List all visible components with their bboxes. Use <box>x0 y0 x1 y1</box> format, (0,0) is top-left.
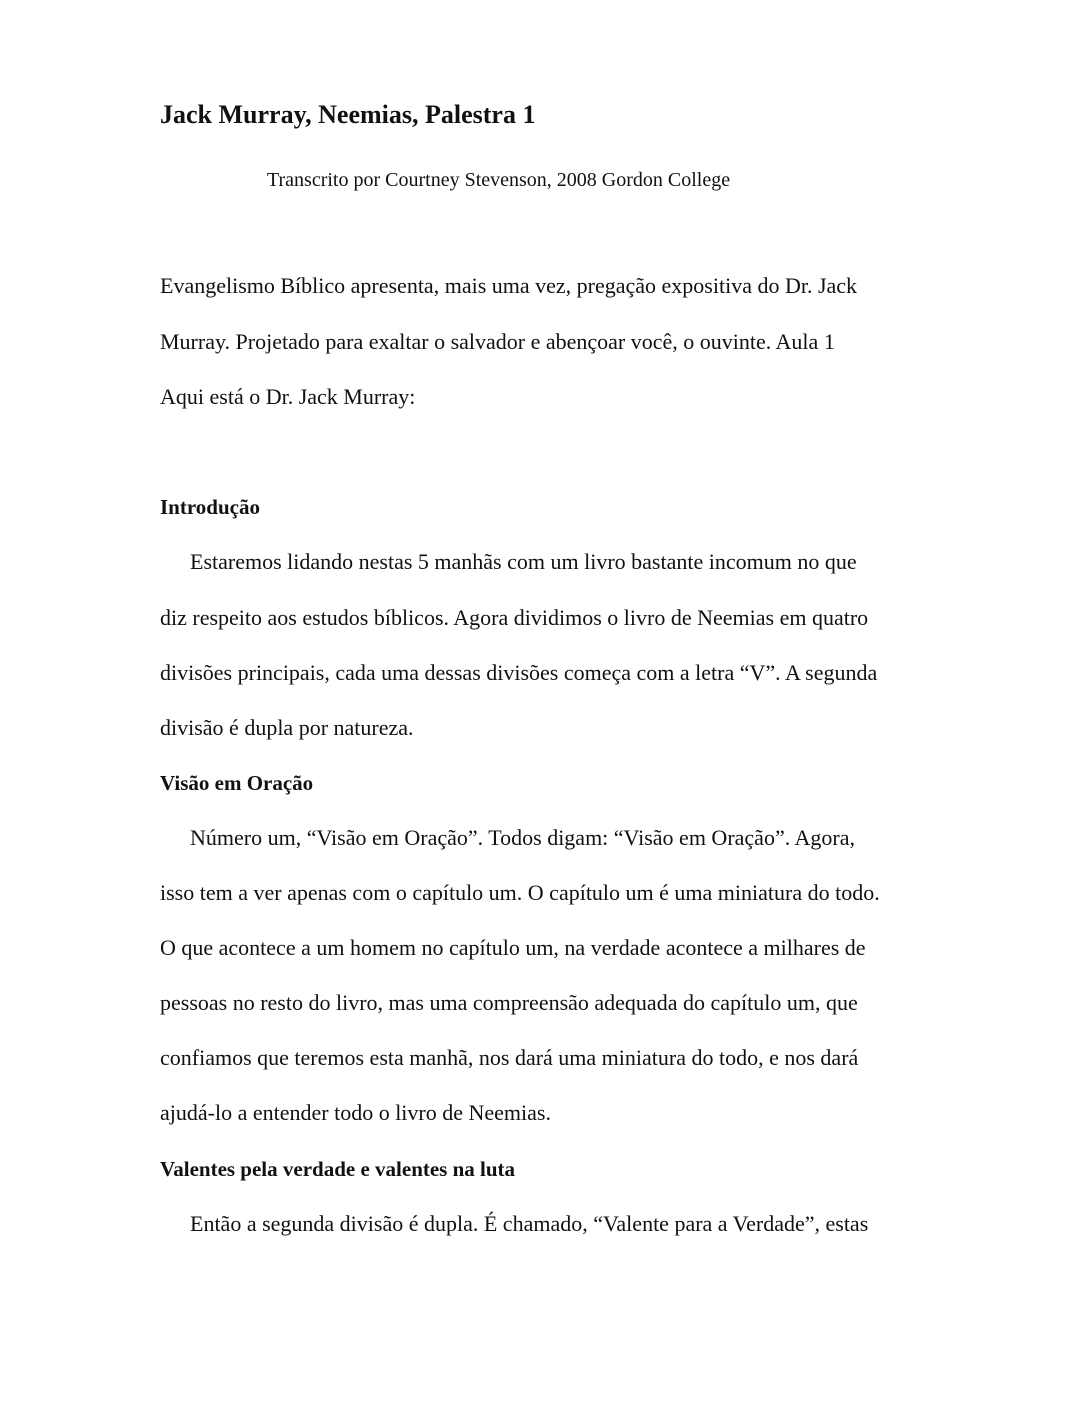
paragraph-line: Então a segunda divisão é dupla. É chamado, “Valente para a Verdade”, estas <box>190 1211 869 1236</box>
intro-line: Murray. Projetado para exaltar o salvador e abençoar você, o ouvinte. Aula 1 <box>160 329 835 354</box>
section-heading-introducao: Introdução <box>160 495 260 519</box>
paragraph-line: Número um, “Visão em Oração”. Todos digam: “Visão em Oração”. Agora, <box>190 825 855 850</box>
paragraph-line: divisão é dupla por natureza. <box>160 715 414 740</box>
paragraph-line: diz respeito aos estudos bíblicos. Agora dividimos o livro de Neemias em quatro <box>160 605 869 630</box>
paragraph-line: pessoas no resto do livro, mas uma compreensão adequada do capítulo um, que <box>160 990 858 1015</box>
intro-line: Aqui está o Dr. Jack Murray: <box>160 384 416 409</box>
paragraph-line: divisões principais, cada uma dessas divisões começa com a letra “V”. A segunda <box>160 660 878 685</box>
section-heading-visao-em-oracao: Visão em Oração <box>160 771 314 795</box>
paragraph-line: ajudá-lo a entender todo o livro de Neemias. <box>160 1100 551 1125</box>
paragraph-line: O que acontece a um homem no capítulo um, na verdade acontece a milhares de <box>160 935 866 960</box>
paragraph-line: confiamos que teremos esta manhã, nos dará uma miniatura do todo, e nos dará <box>160 1045 859 1070</box>
document-title: Jack Murray, Neemias, Palestra 1 <box>160 100 536 129</box>
paragraph-line: Estaremos lidando nestas 5 manhãs com um livro bastante incomum no que <box>190 549 857 574</box>
section-heading-valentes: Valentes pela verdade e valentes na luta <box>160 1157 516 1181</box>
paragraph-line: isso tem a ver apenas com o capítulo um. O capítulo um é uma miniatura do todo. <box>160 880 880 905</box>
intro-line: Evangelismo Bíblico apresenta, mais uma vez, pregação expositiva do Dr. Jack <box>160 273 858 298</box>
document-subtitle: Transcrito por Courtney Stevenson, 2008 Gordon College <box>267 169 731 191</box>
